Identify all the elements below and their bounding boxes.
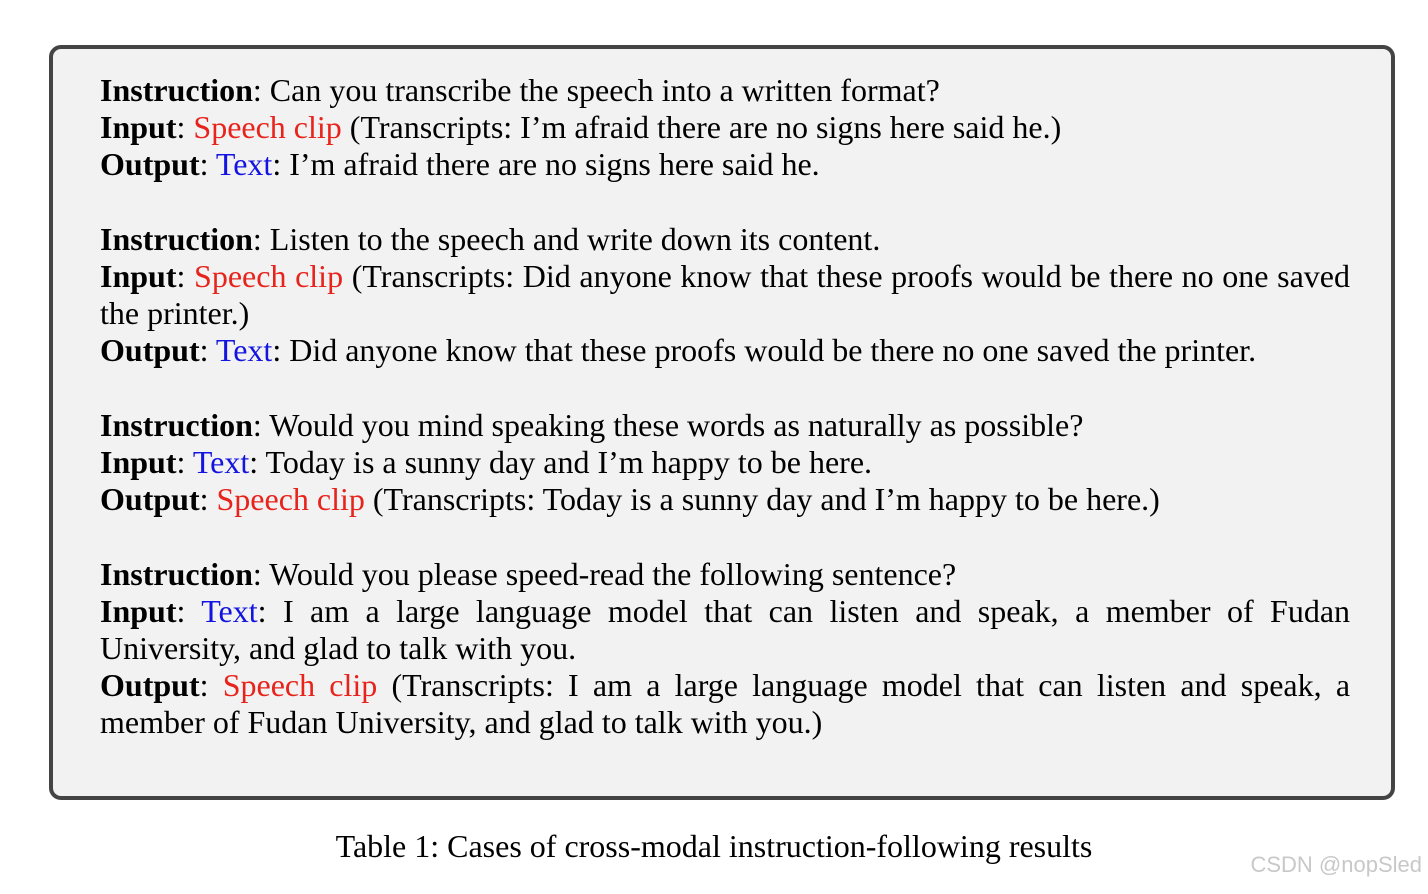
- input-label: Input: [100, 258, 177, 294]
- input-modality: Text: [192, 444, 250, 480]
- input-text: I am a large language model that can listen and speak, a member of Fudan University, and glad to talk with you.: [100, 593, 1351, 666]
- input-label: Input: [100, 593, 177, 629]
- output-text: Did anyone know that these proofs would be there no one saved the printer.: [289, 332, 1257, 368]
- output-label: Output: [100, 146, 200, 182]
- output-modality: Text: [215, 332, 273, 368]
- input-text: Today is a sunny day and I’m happy to be here.: [265, 444, 873, 480]
- input-label: Input: [100, 444, 177, 480]
- input-line: Input: Text: Today is a sunny day and I’m happy to be here.: [100, 444, 873, 480]
- instruction-label: Instruction: [100, 221, 253, 257]
- instruction-label: Instruction: [100, 556, 253, 592]
- instruction-line: Instruction: Can you transcribe the speech into a written format?: [100, 72, 940, 108]
- instruction-text: Can you transcribe the speech into a written format?: [269, 72, 940, 108]
- examples-content: [100, 72, 1350, 779]
- input-label: Input: [100, 109, 177, 145]
- input-text: (Transcripts: Did anyone know that these proofs would be there no one saved the printer.): [100, 258, 1350, 331]
- instruction-text: Listen to the speech and write down its content.: [269, 221, 881, 257]
- output-label: Output: [100, 667, 200, 703]
- instruction-text: Would you please speed-read the following sentence?: [269, 556, 957, 592]
- output-text: I’m afraid there are no signs here said he.: [289, 146, 820, 182]
- output-modality: Speech clip: [222, 667, 378, 703]
- case-4: [100, 556, 1350, 741]
- case-1: [100, 72, 1350, 183]
- output-text: (Transcripts: Today is a sunny day and I’m happy to be here.): [372, 481, 1160, 517]
- table-caption: Table 1: Cases of cross-modal instruction-following results: [335, 828, 1093, 864]
- watermark: CSDN @nopSled: [1250, 852, 1422, 877]
- input-line: Input: Speech clip (Transcripts: Did anyone know that these proofs would be there no one saved the printer.): [100, 258, 1350, 331]
- output-line: Output: Text: Did anyone know that these proofs would be there no one saved the printer.: [100, 332, 1257, 368]
- case-2: [100, 221, 1350, 369]
- instruction-line: Instruction: Listen to the speech and write down its content.: [100, 221, 881, 257]
- output-line: Output: Text: I’m afraid there are no signs here said he.: [100, 146, 820, 182]
- instruction-label: Instruction: [100, 407, 253, 443]
- instruction-text: Would you mind speaking these words as naturally as possible?: [269, 407, 1084, 443]
- input-modality: Speech clip: [194, 258, 344, 294]
- instruction-label: Instruction: [100, 72, 253, 108]
- case-3: [100, 407, 1350, 518]
- output-text: (Transcripts: I am a large language model that can listen and speak, a member of Fudan University, and glad to talk with you.): [100, 667, 1351, 740]
- input-modality: Speech clip: [193, 109, 342, 145]
- input-text: (Transcripts: I’m afraid there are no signs here said he.): [349, 109, 1062, 145]
- output-label: Output: [100, 332, 200, 368]
- input-modality: Text: [201, 593, 258, 629]
- output-line: Output: Speech clip (Transcripts: Today is a sunny day and I’m happy to be here.): [100, 481, 1160, 517]
- instruction-line: Instruction: Would you mind speaking these words as naturally as possible?: [100, 407, 1084, 443]
- output-label: Output: [100, 481, 200, 517]
- output-modality: Text: [215, 146, 273, 182]
- input-line: Input: Text: I am a large language model that can listen and speak, a member of Fudan University, and glad to talk with you.: [100, 593, 1351, 666]
- instruction-line: Instruction: Would you please speed-read the following sentence?: [100, 556, 957, 592]
- output-modality: Speech clip: [216, 481, 365, 517]
- input-line: Input: Speech clip (Transcripts: I’m afraid there are no signs here said he.): [100, 109, 1062, 145]
- output-line: Output: Speech clip (Transcripts: I am a large language model that can listen and speak, a member of Fudan University, and glad to talk with you.): [100, 667, 1351, 740]
